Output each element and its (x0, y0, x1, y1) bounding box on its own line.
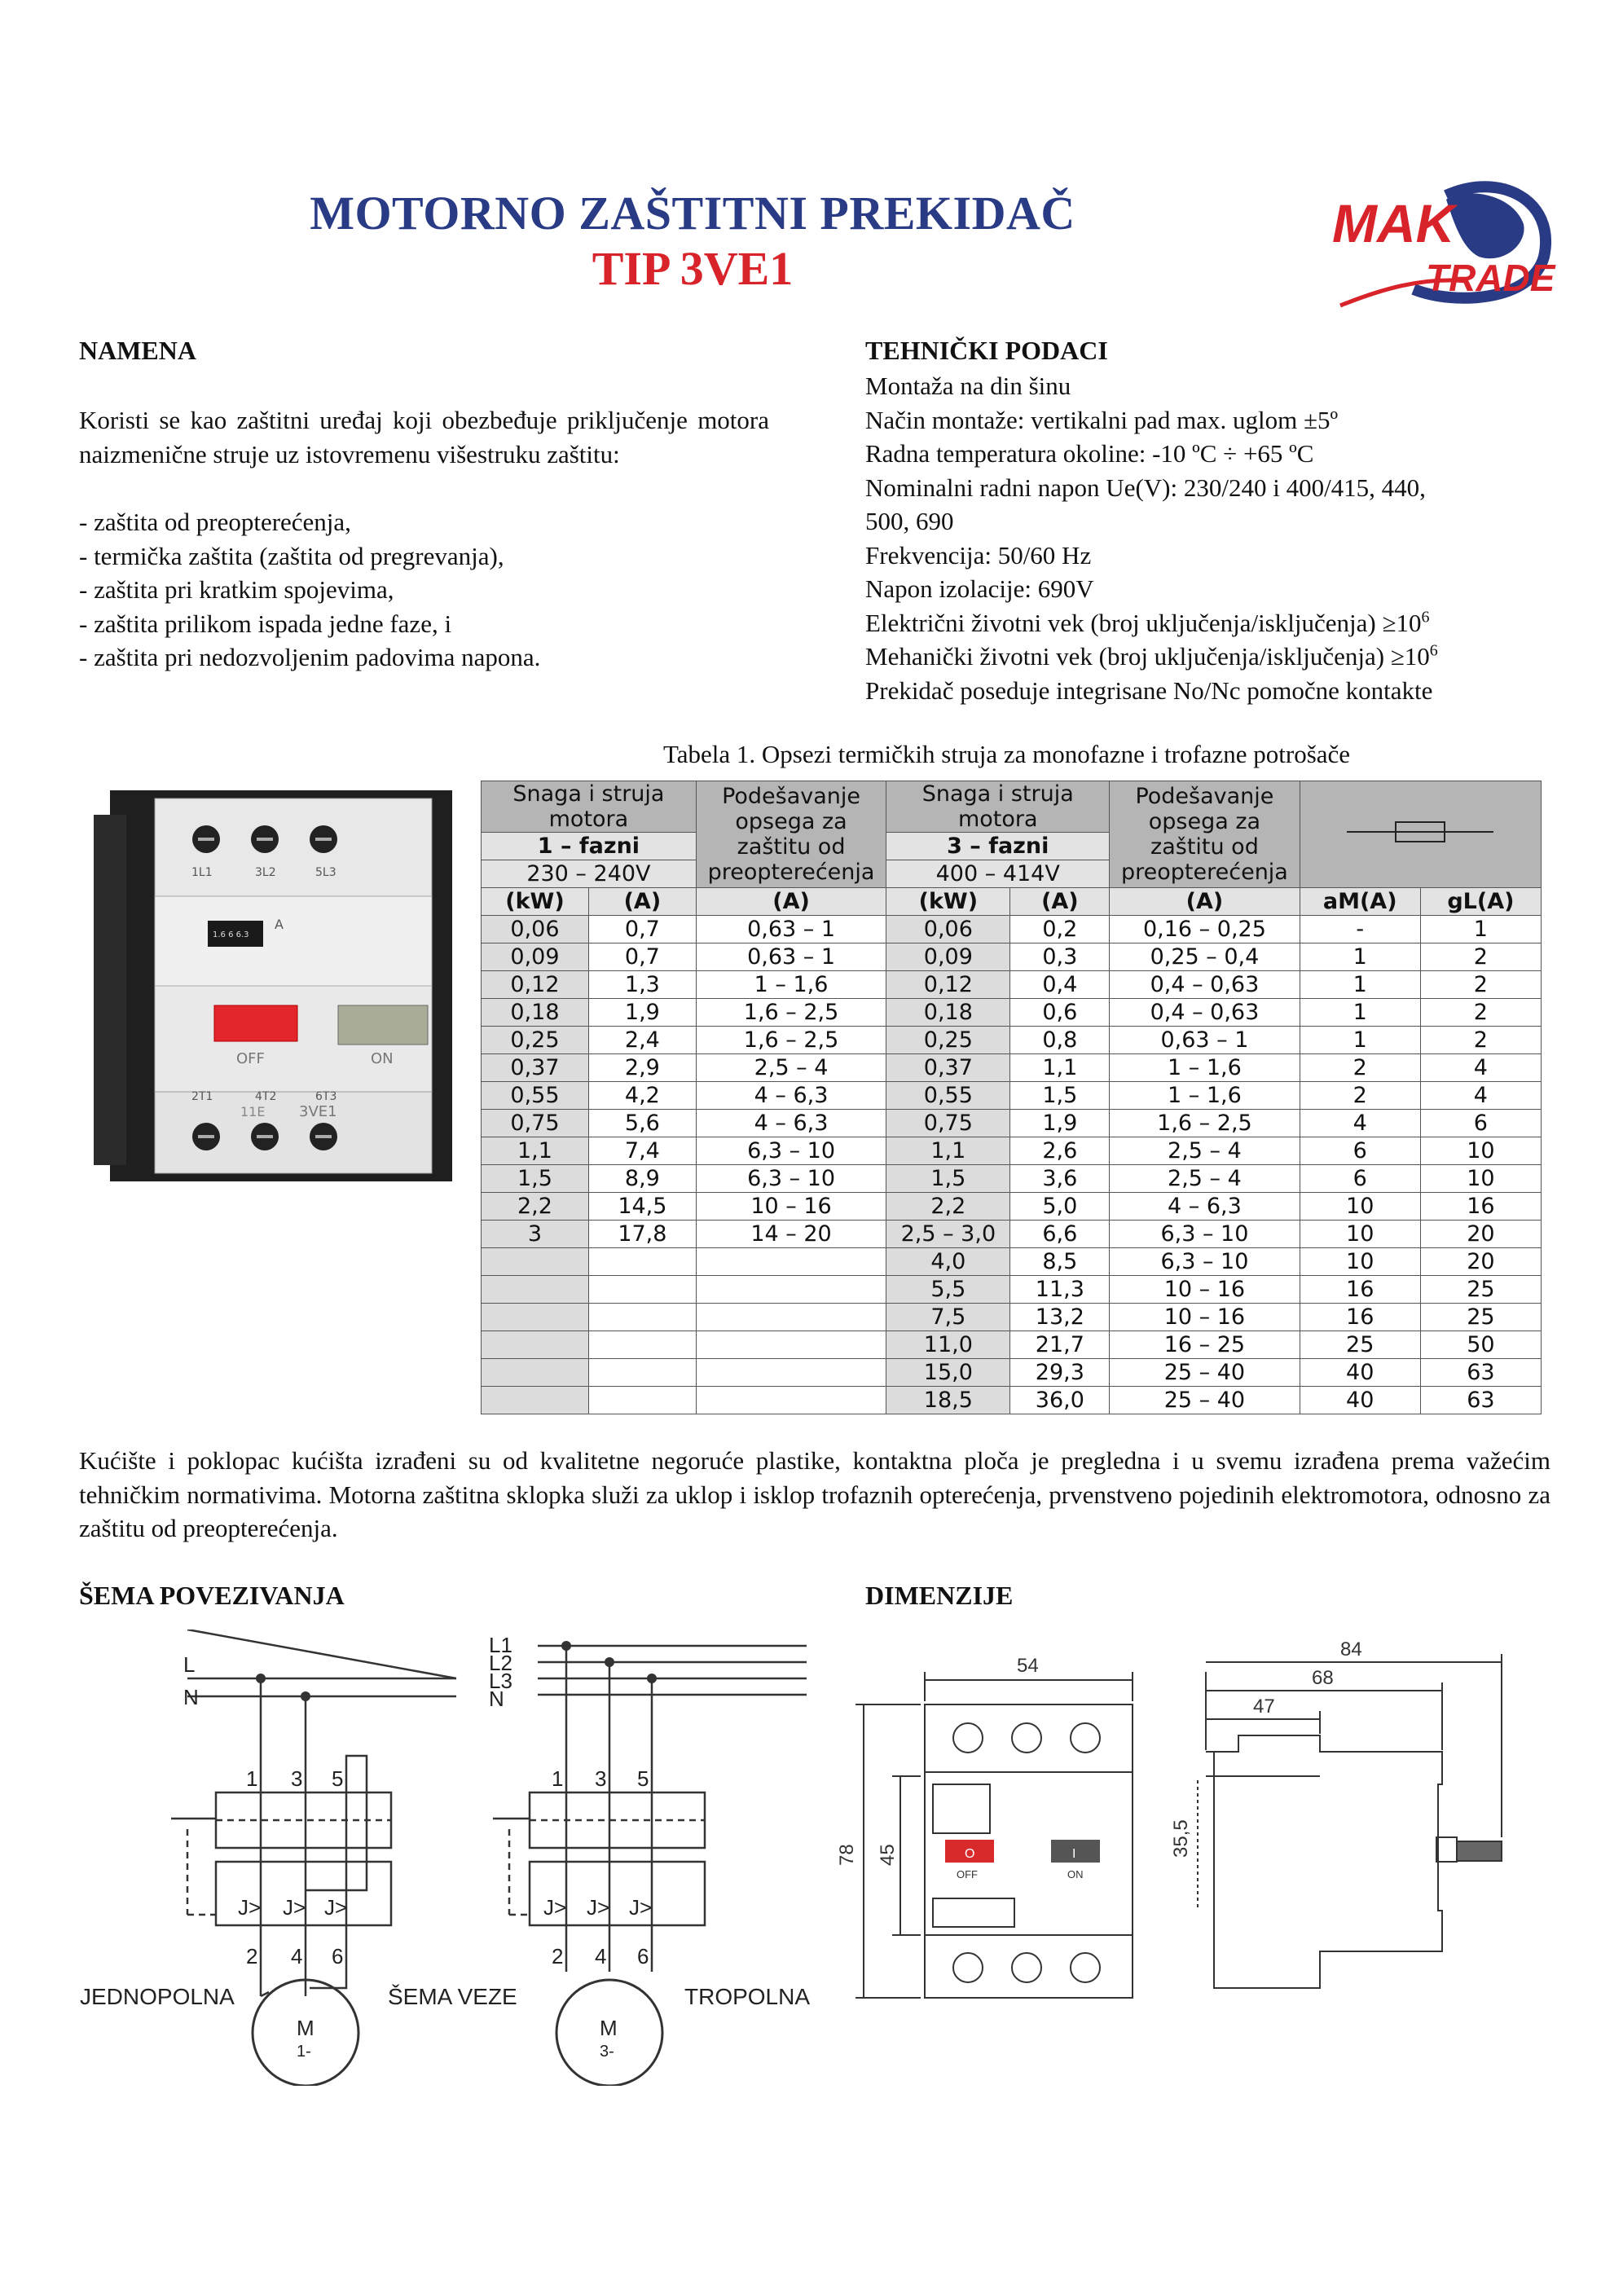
table-cell: 0,37 (482, 1054, 589, 1082)
table-cell: 10 – 16 (696, 1193, 886, 1221)
table-cell: 1 (1300, 943, 1420, 971)
table-cell: 1,5 (886, 1165, 1010, 1193)
svg-text:L3: L3 (489, 1669, 512, 1693)
svg-text:4: 4 (291, 1944, 303, 1968)
table-cell: 2,2 (482, 1193, 589, 1221)
unit-cell: gL(A) (1420, 888, 1541, 916)
svg-text:M: M (600, 2016, 618, 2040)
header-3phase: 3 – fazni (886, 833, 1110, 860)
table-cell: 1 (1300, 971, 1420, 999)
table-cell: 1,5 (1010, 1082, 1110, 1110)
table-header-row (482, 781, 1542, 833)
table-cell: 1,6 – 2,5 (696, 1027, 886, 1054)
table-row (482, 1359, 1542, 1387)
table-cell: 0,18 (886, 999, 1010, 1027)
svg-text:J>: J> (629, 1895, 653, 1920)
table-cell (482, 1304, 589, 1331)
svg-text:3: 3 (595, 1766, 607, 1791)
table-cell: 6 (1420, 1110, 1541, 1137)
table-cell: 1 – 1,6 (1110, 1054, 1300, 1082)
table-cell: 29,3 (1010, 1359, 1110, 1387)
table-cell: 0,09 (886, 943, 1010, 971)
table-cell (482, 1276, 589, 1304)
table-row (482, 1193, 1542, 1221)
table-row (482, 1110, 1542, 1137)
table-cell: 0,18 (482, 999, 589, 1027)
svg-text:J>: J> (587, 1895, 610, 1920)
table-cell: 0,25 (482, 1027, 589, 1054)
list-item: Mehanički životni vek (broj uključenja/isključenja) $\ge 10^6$ (865, 641, 1438, 671)
table-row (482, 943, 1542, 971)
table-cell: 1,1 (886, 1137, 1010, 1165)
table-cell (588, 1248, 696, 1276)
table-cell: 7,5 (886, 1304, 1010, 1331)
unit-cell: (A) (588, 888, 696, 916)
table-row (482, 1276, 1542, 1304)
table-cell: 16 (1300, 1276, 1420, 1304)
table-cell: 5,0 (1010, 1193, 1110, 1221)
table-cell: 10 (1300, 1193, 1420, 1221)
table-cell: 0,75 (482, 1110, 589, 1137)
table-cell: 1 – 1,6 (696, 971, 886, 999)
table-cell: 2,2 (886, 1193, 1010, 1221)
svg-text:2T1: 2T1 (191, 1090, 213, 1103)
table-cell: 7,4 (588, 1137, 696, 1165)
namena-intro: Koristi se kao zaštitni uređaj koji obezbeđuje priključenje motora naizmenične struje uz istovremenu višestruku zaštitu: (79, 406, 769, 468)
svg-text:5: 5 (637, 1766, 649, 1791)
table-cell: 10 – 16 (1110, 1304, 1300, 1331)
table-cell (588, 1304, 696, 1331)
table-cell: 1 (1300, 1027, 1420, 1054)
table-cell: 14,5 (588, 1193, 696, 1221)
table-cell: 20 (1420, 1248, 1541, 1276)
table-cell (482, 1331, 589, 1359)
svg-text:3-: 3- (600, 2043, 614, 2061)
namena-heading: NAMENA (79, 336, 196, 365)
svg-text:L1: L1 (489, 1633, 512, 1657)
table-cell: 2,5 – 3,0 (886, 1221, 1010, 1248)
list-item: - termička zaštita (zaštita od pregrevanja), (79, 541, 504, 570)
table-cell: 4 (1300, 1110, 1420, 1137)
svg-text:A: A (275, 917, 284, 932)
unit-cell: (kW) (886, 888, 1010, 916)
table-cell: 0,4 – 0,63 (1110, 999, 1300, 1027)
table-cell (588, 1359, 696, 1387)
table-cell: 2 (1420, 1027, 1541, 1054)
svg-text:JEDNOPOLNA: JEDNOPOLNA (80, 1984, 235, 2009)
svg-text:OFF: OFF (957, 1868, 978, 1880)
table-cell: 25 – 40 (1110, 1387, 1300, 1414)
svg-text:45: 45 (877, 1844, 899, 1866)
table-cell: 3,6 (1010, 1165, 1110, 1193)
table-cell: 50 (1420, 1331, 1541, 1359)
svg-text:1.6 6 6.3: 1.6 6 6.3 (213, 930, 249, 939)
svg-text:35,5: 35,5 (1170, 1819, 1192, 1858)
table-row (482, 999, 1542, 1027)
list-item: Električni životni vek (broj uključenja/isključenja) $\ge 10^6$ (865, 608, 1430, 637)
table-cell: 1 (1300, 999, 1420, 1027)
table-cell: 20 (1420, 1221, 1541, 1248)
svg-text:O: O (965, 1847, 975, 1861)
svg-text:47: 47 (1253, 1696, 1275, 1718)
table-cell: 1,5 (482, 1165, 589, 1193)
thermal-current-table (481, 781, 1542, 1414)
header-setting-1: Podešavanje opsega za zaštitu od preopterećenja (696, 781, 886, 888)
table-cell: 0,06 (482, 916, 589, 943)
company-logo (1324, 167, 1568, 310)
table-cell: 2,5 – 4 (1110, 1137, 1300, 1165)
table-cell: 6 (1300, 1165, 1420, 1193)
svg-text:68: 68 (1312, 1667, 1334, 1689)
namena-list (79, 505, 780, 675)
svg-text:4: 4 (595, 1944, 607, 1968)
table-cell: 2,5 – 4 (696, 1054, 886, 1082)
table-cell: 8,9 (588, 1165, 696, 1193)
svg-text:N: N (183, 1685, 199, 1709)
table-cell: 1,6 – 2,5 (1110, 1110, 1300, 1137)
table-cell: 10 (1300, 1248, 1420, 1276)
table-cell (482, 1248, 589, 1276)
svg-text:M: M (297, 2016, 314, 2040)
page-title: MOTORNO ZAŠTITNI PREKIDAČ (310, 187, 1075, 240)
header-setting-3: Podešavanje opsega za zaštitu od preopterećenja (1110, 781, 1300, 888)
table-cell: 2,4 (588, 1027, 696, 1054)
table-row (482, 1331, 1542, 1359)
table-cell: 4,2 (588, 1082, 696, 1110)
table-row (482, 1221, 1542, 1248)
list-item: - zaštita pri kratkim spojevima, (79, 575, 394, 604)
table-cell (588, 1331, 696, 1359)
list-item: Napon izolacije: 690V (865, 574, 1094, 603)
table-row (482, 1304, 1542, 1331)
table-cell: 6 (1300, 1137, 1420, 1165)
table-cell: 4 – 6,3 (696, 1110, 886, 1137)
table-cell (696, 1276, 886, 1304)
description-paragraph: Kućište i poklopac kućišta izrađeni su od kvalitetne negoruće plastike, kontaktna ploča je pregledna i u svemu izrađena prema važećim tehničkim normativima. Motorna zaštitna sklopka služi za uklop i isklop trofaznih opterećenja, prvenstveno pojedinih elektromotora, odnosno za zaštitu od preopterećenja. (79, 1446, 1550, 1542)
table-cell: 1,6 – 2,5 (696, 999, 886, 1027)
table-cell: 63 (1420, 1387, 1541, 1414)
table-cell: 2 (1300, 1082, 1420, 1110)
svg-text:3L2: 3L2 (255, 866, 276, 879)
fuse-icon (1300, 781, 1541, 888)
table-cell: 0,16 – 0,25 (1110, 916, 1300, 943)
svg-text:5L3: 5L3 (315, 866, 336, 879)
unit-cell: (kW) (482, 888, 589, 916)
table-cell: 0,2 (1010, 916, 1110, 943)
table-cell: 1,3 (588, 971, 696, 999)
table-cell: 1,9 (1010, 1110, 1110, 1137)
table-cell: 2,5 – 4 (1110, 1165, 1300, 1193)
table-cell: 1 – 1,6 (1110, 1082, 1300, 1110)
table-cell: 0,12 (886, 971, 1010, 999)
svg-text:2: 2 (552, 1944, 564, 1968)
svg-text:L: L (183, 1652, 196, 1677)
table-row (482, 1137, 1542, 1165)
svg-text:ON: ON (371, 1050, 394, 1067)
table-cell: 63 (1420, 1359, 1541, 1387)
table-row (482, 1054, 1542, 1082)
svg-text:J>: J> (324, 1895, 348, 1920)
table-cell: 0,63 – 1 (1110, 1027, 1300, 1054)
wiring-diagram (65, 1630, 847, 2086)
table-cell (696, 1304, 886, 1331)
table-cell: 3 (482, 1221, 589, 1248)
table-cell: 16 – 25 (1110, 1331, 1300, 1359)
list-item: Nominalni radni napon Ue(V): 230/240 i 400/415, 440, (865, 473, 1426, 502)
list-item: 500, 690 (865, 507, 954, 535)
table-cell: - (1300, 916, 1420, 943)
table-cell: 4,0 (886, 1248, 1010, 1276)
table-cell: 0,63 – 1 (696, 943, 886, 971)
table-row (482, 1387, 1542, 1414)
table-cell: 16 (1300, 1304, 1420, 1331)
table-cell: 14 – 20 (696, 1221, 886, 1248)
table-cell: 36,0 (1010, 1387, 1110, 1414)
dimenzije-heading: DIMENZIJE (865, 1581, 1014, 1610)
table-cell: 16 (1420, 1193, 1541, 1221)
table-cell: 17,8 (588, 1221, 696, 1248)
svg-text:1-: 1- (297, 2043, 311, 2061)
table-cell: 0,12 (482, 971, 589, 999)
table-cell: 0,25 – 0,4 (1110, 943, 1300, 971)
table-units-row (482, 888, 1542, 916)
table-cell: 4 – 6,3 (1110, 1193, 1300, 1221)
tech-list (865, 369, 1582, 707)
table-cell: 2,9 (588, 1054, 696, 1082)
table-cell: 25 (1420, 1276, 1541, 1304)
svg-text:TRADE: TRADE (1426, 257, 1555, 299)
table-cell: 40 (1300, 1387, 1420, 1414)
table-cell: 0,7 (588, 943, 696, 971)
svg-text:11E: 11E (240, 1104, 266, 1119)
svg-text:6: 6 (637, 1944, 649, 1968)
svg-text:84: 84 (1340, 1638, 1362, 1660)
table-row (482, 1248, 1542, 1276)
header-1phase: 1 – fazni (482, 833, 697, 860)
table-cell (588, 1387, 696, 1414)
table-row (482, 971, 1542, 999)
table-cell (696, 1359, 886, 1387)
table-cell: 0,7 (588, 916, 696, 943)
schema-heading: ŠEMA POVEZIVANJA (79, 1581, 345, 1610)
table-cell: 18,5 (886, 1387, 1010, 1414)
table-cell: 0,55 (886, 1082, 1010, 1110)
list-item: Način montaže: vertikalni pad max. uglom ±5º (865, 405, 1339, 434)
unit-cell: aM(A) (1300, 888, 1420, 916)
svg-text:3: 3 (291, 1766, 303, 1791)
list-item: - zaštita od preopterećenja, (79, 508, 351, 536)
table-cell (482, 1387, 589, 1414)
table-cell: 0,3 (1010, 943, 1110, 971)
table-cell: 21,7 (1010, 1331, 1110, 1359)
table-cell: 25 – 40 (1110, 1359, 1300, 1387)
page-subtitle: TIP 3VE1 (592, 242, 794, 295)
table-cell: 2 (1300, 1054, 1420, 1082)
product-photo (94, 774, 456, 1202)
table-cell: 40 (1300, 1359, 1420, 1387)
table-cell: 6,3 – 10 (1110, 1221, 1300, 1248)
list-item: - zaštita prilikom ispada jedne faze, i (79, 609, 452, 638)
header-1v: 230 – 240V (482, 860, 697, 888)
table-cell: 0,37 (886, 1054, 1010, 1082)
unit-cell: (A) (1110, 888, 1300, 916)
header-power-1: Snaga i struja motora (482, 781, 697, 833)
list-item: Montaža na din šinu (865, 372, 1071, 400)
list-item: Radna temperatura okoline: -10 ºC ÷ +65 ºC (865, 439, 1314, 468)
table-cell: 10 (1420, 1137, 1541, 1165)
list-item: - zaštita pri nedozvoljenim padovima napona. (79, 643, 541, 671)
table-cell: 5,5 (886, 1276, 1010, 1304)
list-item: Frekvencija: 50/60 Hz (865, 540, 1092, 570)
svg-text:ŠEMA VEZE: ŠEMA VEZE (388, 1984, 517, 2009)
table-cell: 1,1 (482, 1137, 589, 1165)
svg-text:L2: L2 (489, 1651, 512, 1675)
table-cell (482, 1359, 589, 1387)
table-cell: 5,6 (588, 1110, 696, 1137)
table-cell: 25 (1300, 1331, 1420, 1359)
table-cell: 4 (1420, 1054, 1541, 1082)
svg-text:ON: ON (1067, 1868, 1084, 1880)
table-cell: 0,63 – 1 (696, 916, 886, 943)
table-row (482, 1082, 1542, 1110)
table-cell: 11,3 (1010, 1276, 1110, 1304)
svg-text:OFF: OFF (236, 1050, 265, 1067)
dimension-drawing (823, 1630, 1540, 2053)
table-cell: 0,06 (886, 916, 1010, 943)
table-cell: 2 (1420, 999, 1541, 1027)
table-cell: 1,9 (588, 999, 696, 1027)
tech-heading: TEHNIČKI PODACI (865, 336, 1108, 365)
svg-text:6: 6 (332, 1944, 344, 1968)
table-row (482, 1165, 1542, 1193)
svg-text:2: 2 (246, 1944, 258, 1968)
svg-text:54: 54 (1017, 1655, 1039, 1677)
unit-cell: (A) (1010, 888, 1110, 916)
table-row (482, 916, 1542, 943)
table-cell: 0,09 (482, 943, 589, 971)
table-cell: 0,75 (886, 1110, 1010, 1137)
table-cell (696, 1248, 886, 1276)
table-cell: 10 – 16 (1110, 1276, 1300, 1304)
svg-text:J>: J> (238, 1895, 262, 1920)
table-cell: 0,8 (1010, 1027, 1110, 1054)
header-power-3: Snaga i struja motora (886, 781, 1110, 833)
table-cell: 11,0 (886, 1331, 1010, 1359)
table-cell: 0,4 (1010, 971, 1110, 999)
svg-text:5: 5 (332, 1766, 344, 1791)
svg-text:J>: J> (543, 1895, 567, 1920)
table-cell: 0,4 – 0,63 (1110, 971, 1300, 999)
table-cell (588, 1276, 696, 1304)
svg-text:3VE1: 3VE1 (299, 1103, 337, 1120)
svg-text:1L1: 1L1 (191, 866, 213, 879)
svg-text:78: 78 (836, 1844, 858, 1866)
table-cell: 6,3 – 10 (696, 1165, 886, 1193)
table-cell: 15,0 (886, 1359, 1010, 1387)
table-cell: 6,3 – 10 (1110, 1248, 1300, 1276)
table-cell: 0,55 (482, 1082, 589, 1110)
table-cell: 2 (1420, 943, 1541, 971)
table-cell: 4 – 6,3 (696, 1082, 886, 1110)
table-cell: 1 (1420, 916, 1541, 943)
table-cell: 10 (1420, 1165, 1541, 1193)
table-cell: 0,6 (1010, 999, 1110, 1027)
table-cell: 0,25 (886, 1027, 1010, 1054)
svg-text:N: N (489, 1687, 504, 1711)
table-cell: 2,6 (1010, 1137, 1110, 1165)
table-row (482, 1027, 1542, 1054)
header-3v: 400 – 414V (886, 860, 1110, 888)
svg-text:J>: J> (283, 1895, 306, 1920)
table-cell: 1,1 (1010, 1054, 1110, 1082)
table-cell: 6,3 – 10 (696, 1137, 886, 1165)
svg-text:6T3: 6T3 (315, 1090, 337, 1103)
unit-cell: (A) (696, 888, 886, 916)
svg-text:MAK: MAK (1332, 193, 1455, 253)
table-cell: 10 (1300, 1221, 1420, 1248)
table-caption: Tabela 1. Opsezi termičkih struja za monofazne i trofazne potrošače (663, 740, 1351, 768)
svg-text:TROPOLNA: TROPOLNA (684, 1984, 811, 2009)
svg-text:I: I (1072, 1847, 1076, 1861)
table-cell (696, 1387, 886, 1414)
table-cell: 6,6 (1010, 1221, 1110, 1248)
table-cell (696, 1331, 886, 1359)
svg-text:1: 1 (246, 1766, 258, 1791)
table-cell: 8,5 (1010, 1248, 1110, 1276)
svg-text:1: 1 (552, 1766, 564, 1791)
table-cell: 2 (1420, 971, 1541, 999)
table-cell: 25 (1420, 1304, 1541, 1331)
table-cell: 4 (1420, 1082, 1541, 1110)
svg-text:4T2: 4T2 (255, 1090, 277, 1103)
list-item: Prekidač poseduje integrisane No/Nc pomočne kontakte (865, 675, 1433, 705)
table-cell: 13,2 (1010, 1304, 1110, 1331)
